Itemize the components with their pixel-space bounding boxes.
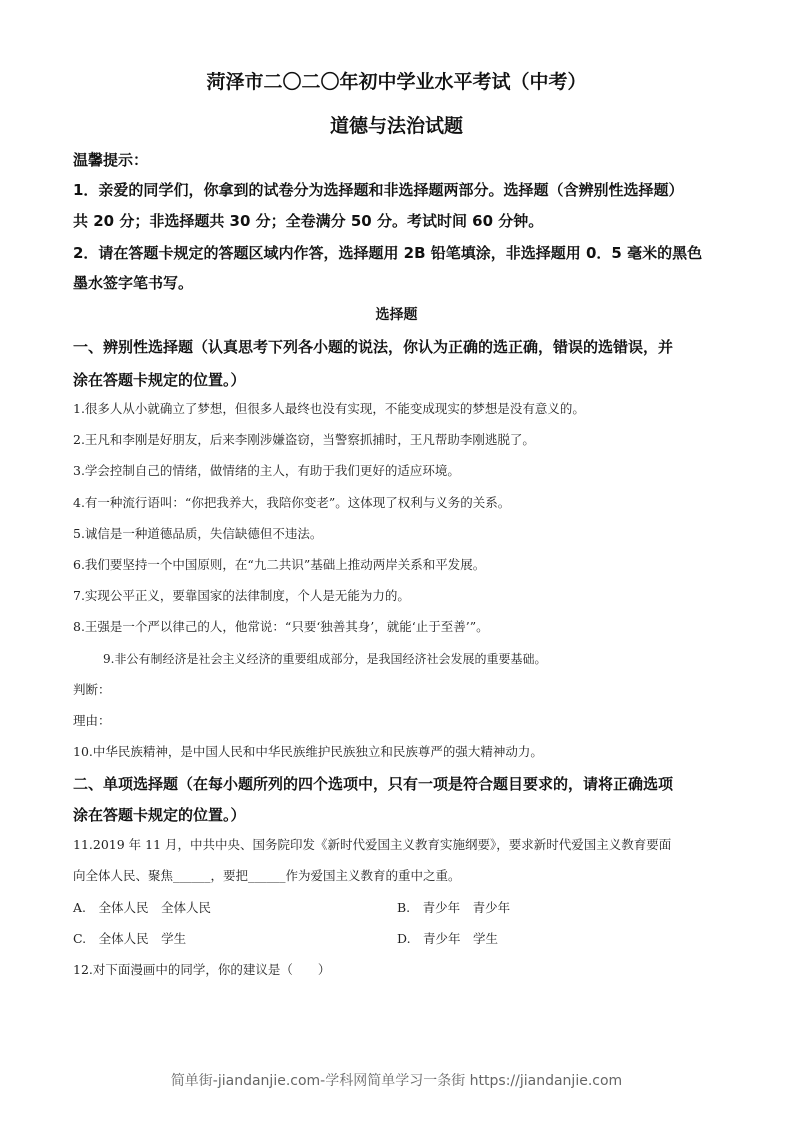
question-11: 11.2019 年 11 月，中共中央、国务院印发《新时代爱国主义教育实施纲要》，要求新时代爱国主义教育要面 <box>73 837 672 852</box>
exam-title: 菏泽市二〇二〇年初中学业水平考试（中考） <box>206 71 587 93</box>
tips-heading: 温馨提示： <box>73 151 149 169</box>
exam-subtitle: 道德与法治试题 <box>329 115 463 137</box>
question-item: 5.诚信是一种道德品质，失信缺德但不违法。 <box>73 526 323 541</box>
question-item: 1.很多人从小就确立了梦想，但很多人最终也没有实现，不能变成现实的梦想是没有意义的。 <box>73 401 585 416</box>
question-item: 4.有一种流行语叫：“你把我养大，我陪你变老”。这体现了权利与义务的关系。 <box>73 495 511 510</box>
option-d: D. 青少年 学生 <box>397 931 499 946</box>
question-12: 12.对下面漫画中的同学，你的建议是（ ） <box>73 962 331 977</box>
part2-heading: 涂在答题卡规定的位置。） <box>73 806 246 824</box>
question-item: 3.学会控制自己的情绪，做情绪的主人，有助于我们更好的适应环境。 <box>73 463 460 478</box>
question-11: 向全体人民、聚焦______，要把______作为爱国主义教育的重中之重。 <box>73 868 461 883</box>
tip-line: 2．请在答题卡规定的答题区域内作答，选择题用 2B 铅笔填涂，非选择题用 0．5 毫米的黑色 <box>73 244 703 262</box>
question-item: 10.中华民族精神，是中国人民和中华民族维护民族独立和民族尊严的强大精神动力。 <box>73 744 543 759</box>
option-c: C. 全体人民 学生 <box>73 931 187 946</box>
tip-line: 墨水签字笔书写。 <box>73 274 194 292</box>
question-item: 2.王凡和李刚是好朋友，后来李刚涉嫌盗窃，当警察抓捕时，王凡帮助李刚逃脱了。 <box>73 432 535 447</box>
tip-line: 共 20 分；非选择题共 30 分；全卷满分 50 分。考试时间 60 分钟。 <box>73 212 544 230</box>
option-b: B. 青少年 青少年 <box>397 900 511 915</box>
question-item: 6.我们要坚持一个中国原则，在“九二共识”基础上推动两岸关系和平发展。 <box>73 557 486 572</box>
option-a: A. 全体人民 全体人民 <box>73 900 212 915</box>
part2-heading: 二、单项选择题（在每小题所列的四个选项中，只有一项是符合题目要求的，请将正确选项 <box>73 775 674 793</box>
section-title: 选择题 <box>375 307 418 323</box>
question-item: 7.实现公平正义，要靠国家的法律制度，个人是无能为力的。 <box>73 588 410 603</box>
question-item: 9.非公有制经济是社会主义经济的重要组成部分，是我国经济社会发展的重要基础。 <box>103 652 547 666</box>
part1-heading: 一、辨别性选择题（认真思考下列各小题的说法，你认为正确的选正确，错误的选错误，并 <box>73 338 674 356</box>
judge-label: 判断： <box>73 682 111 697</box>
reason-label: 理由： <box>73 713 111 728</box>
part1-heading: 涂在答题卡规定的位置。） <box>73 371 246 389</box>
question-item: 8.王强是一个严以律己的人，他常说：“只要‘独善其身’，就能‘止于至善’”。 <box>73 619 489 634</box>
footer-watermark: 简单街-jiandanjie.com-学科网简单学习一条街 https://jiandanjie.com <box>170 1073 623 1089</box>
tip-line: 1．亲爱的同学们，你拿到的试卷分为选择题和非选择题两部分。选择题（含辨别性选择题） <box>73 181 684 199</box>
